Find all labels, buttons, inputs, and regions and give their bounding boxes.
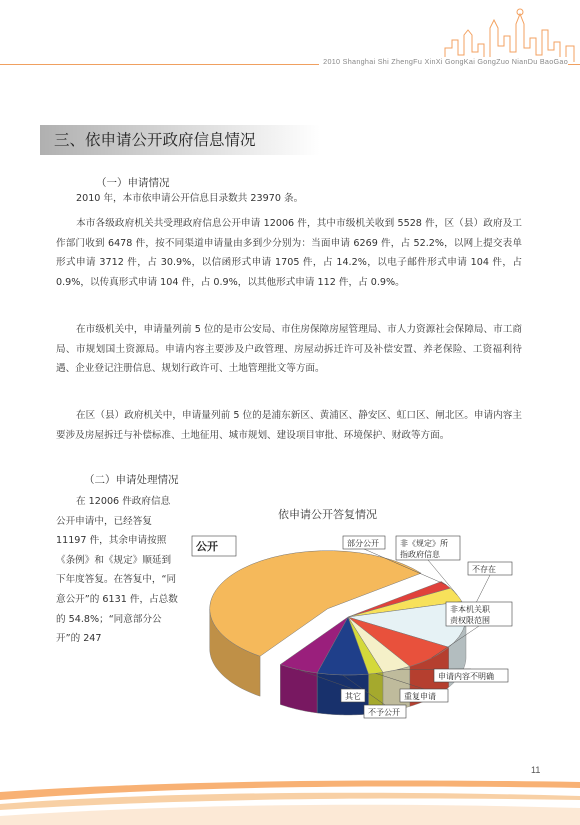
- slice-label-2: 非《规定》所: [400, 539, 448, 548]
- section-title: 三、依申请公开政府信息情况: [54, 131, 256, 149]
- slice-label-1: 部分公开: [347, 539, 379, 548]
- slice-label-0: 公开: [196, 540, 218, 553]
- slice-label-5: 申请内容不明确: [438, 672, 494, 681]
- slice-label-3: 不存在: [472, 565, 496, 574]
- slice-label-2: 指政府信息: [400, 550, 440, 559]
- chart-title: 依申请公开答复情况: [278, 508, 377, 521]
- paragraph-2: 本市各级政府机关共受理政府信息公开申请 12006 件，其中市级机关收到 5528 件，区（县）政府及工作部门收到 6478 件，按不同渠道申请量由多到少分别为：当面申请 6269 件，占 52.2%，以网上提交表单形式申请 3712 件，占 30.9%，以信函形式申请 1705 件，占 14.2%，以电子邮件形式申请 104 件，占 0.9%，以传真形式申请 104 件，占 0.9%，以其他形式申请 112 件，占 0.9%。: [56, 218, 522, 288]
- paragraph-3: 在市级机关中，申请量列前 5 位的是市公安局、市住房保障房屋管理局、市人力资源社会保障局、市工商局、市规划国土资源局。申请内容主要涉及户政管理、房屋动拆迁许可及补偿安置、养老保险、工资福利待遇、企业登记注册信息、规划行政许可、土地管理批文等方面。: [56, 324, 522, 375]
- pie-chart: [178, 522, 518, 722]
- footer-wave-decoration: [0, 770, 580, 825]
- slice-label-4: 非本机关职: [450, 605, 490, 614]
- slice-label-7: 不予公开: [368, 708, 400, 717]
- paragraph-1: 2010 年，本市依申请公开信息目录数共 23970 条。: [76, 193, 304, 204]
- running-title: 2010 Shanghai Shi ZhengFu XinXi GongKai GongZuo NianDu BaoGao: [319, 57, 568, 66]
- subsection-title-1: （一）申请情况: [96, 177, 170, 189]
- subsection-title-2: （二）申请处理情况: [84, 474, 179, 486]
- subsection-2-text: 在 12006 件政府信息公开申请中，已经答复 11197 件，其余申请按照《条例》和《规定》顺延到下年度答复。在答复中，“同意公开”的 6131 件，占总数的 54.8%；“同意部分公开”的 247: [56, 496, 178, 645]
- slice-label-4: 责权限范围: [450, 616, 490, 625]
- slice-label-8: 其它: [345, 692, 361, 701]
- page-number: 11: [531, 765, 541, 775]
- slice-label-6: 重复申请: [404, 692, 436, 701]
- paragraph-4: 在区（县）政府机关中，申请量列前 5 位的是浦东新区、黄浦区、静安区、虹口区、闸北区。申请内容主要涉及房屋拆迁与补偿标准、土地征用、城市规划、建设项目审批、环境保护、财政等方面。: [56, 410, 522, 441]
